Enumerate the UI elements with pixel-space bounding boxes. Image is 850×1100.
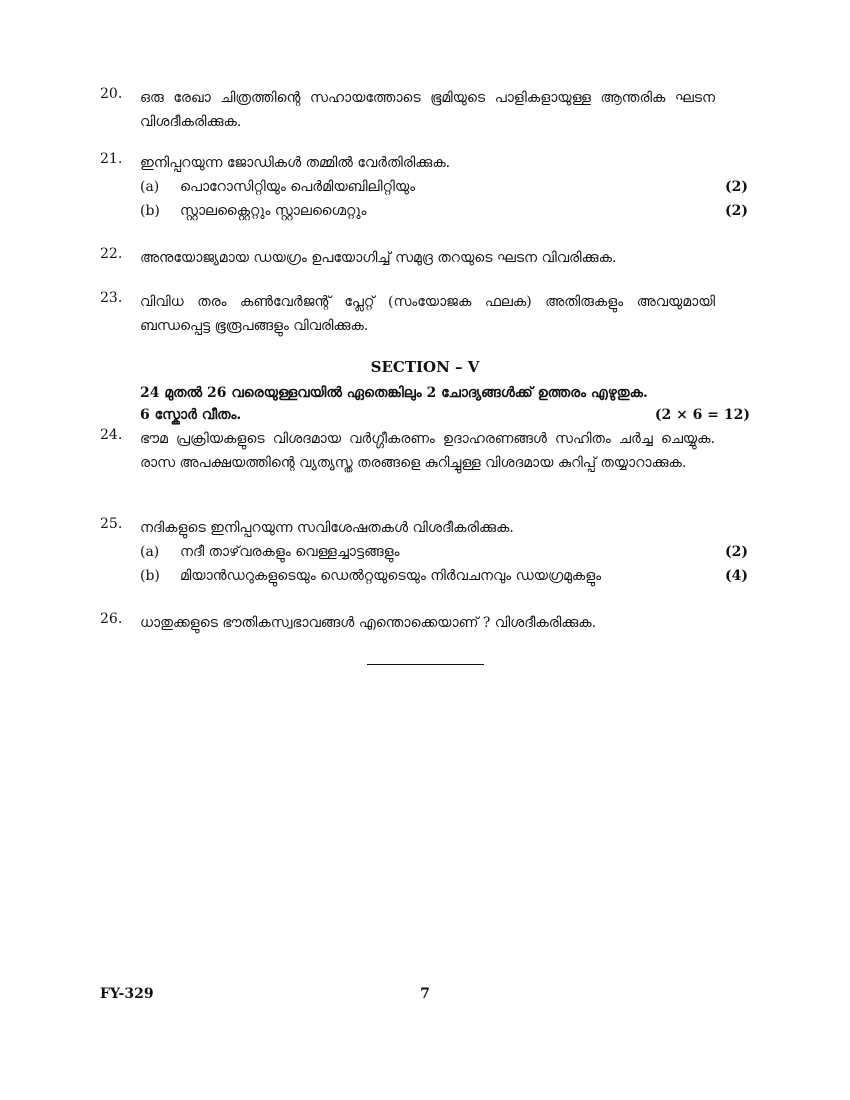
- question-number: 25.: [100, 516, 123, 532]
- sub-question-21a: [100, 175, 750, 199]
- question-number: 21.: [100, 151, 123, 167]
- sub-question-label: (a): [140, 544, 160, 560]
- question-23: [100, 290, 750, 338]
- sub-question-21b: [100, 199, 750, 223]
- question-number: 23.: [100, 290, 123, 306]
- sub-question-label: (b): [140, 203, 160, 219]
- sub-question-label: (a): [140, 179, 160, 195]
- question-22: [100, 246, 750, 270]
- question-text: ഒരു രേഖാ ചിത്രത്തിന്റെ സഹായത്തോടെ ഭൂമിയുടെ പാളികളായുള്ള ആന്തരിക ഘടന വിശദീകരിക്കുക.: [140, 90, 715, 130]
- sub-question-25a: [100, 540, 750, 564]
- question-24: [100, 427, 750, 475]
- question-text: വിവിധ തരം കൺവേർജന്റ് പ്ലേറ്റ് (സംയോജക ഫലക) അതിരുകളും അവയുമായി ബന്ധപ്പെട്ട ഭൂരൂപങ്ങളും വിവരിക്കുക.: [140, 294, 715, 334]
- sub-question-label: (b): [140, 568, 160, 584]
- sub-question-marks: (2): [725, 203, 748, 219]
- end-divider: [367, 664, 484, 665]
- section-marks: (2 × 6 = 12): [654, 407, 750, 423]
- paper-code: FY-329: [100, 986, 154, 1002]
- sub-question-marks: (2): [725, 179, 748, 195]
- question-text: അനുയോജ്യമായ ഡയഗ്രം ഉപയോഗിച്ച് സമുദ്ര തറയുടെ ഘടന വിവരിക്കുക.: [140, 250, 617, 266]
- sub-question-text: പൊറോസിറ്റിയും പെർമിയബിലിറ്റിയും: [180, 179, 416, 195]
- question-21: [100, 151, 750, 175]
- question-26: [100, 611, 750, 635]
- section-instructions: [140, 382, 750, 426]
- question-text: ഭൗമ പ്രക്രിയകളുടെ വിശദമായ വർഗ്ഗീകരണം ഉദാഹരണങ്ങൾ സഹിതം ചർച്ച ചെയ്യുക. രാസ അപക്ഷയത്തിന്റെ വ്യത്യസ്ത തരങ്ങളെ കുറിച്ചുള്ള വിശദമായ കുറിപ്പ് തയ്യാറാക്കുക.: [140, 431, 715, 471]
- sub-question-text: മിയാൻഡറുകളുടെയും ഡെൽറ്റയുടെയും നിർവചനവും ഡയഗ്രമുകളും: [180, 568, 602, 584]
- sub-question-marks: (2): [725, 544, 748, 560]
- question-number: 26.: [100, 611, 123, 627]
- question-text: ധാതുക്കളുടെ ഭൗതികസ്വഭാവങ്ങൾ എന്തൊക്കെയാണ് ? വിശദീകരിക്കുക.: [140, 615, 597, 631]
- question-25: [100, 516, 750, 540]
- instruction-line-1: 24 മുതൽ 26 വരെയുള്ളവയിൽ ഏതെങ്കിലും 2 ചോദ്യങ്ങൾക്ക് ഉത്തരം എഴുതുക.: [140, 385, 648, 401]
- question-number: 24.: [100, 427, 123, 443]
- question-text: ഇനിപ്പറയുന്ന ജോഡികൾ തമ്മിൽ വേർതിരിക്കുക.: [140, 155, 451, 171]
- instruction-line-2: 6 സ്കോർ വീതം.: [140, 407, 242, 423]
- question-20: [100, 86, 750, 134]
- page-number: 7: [420, 986, 430, 1002]
- section-title: SECTION – V: [370, 358, 480, 376]
- sub-question-text: നദീ താഴ്‌വരകളും വെള്ളച്ചാട്ടങ്ങളും: [180, 544, 400, 560]
- question-text: നദികളുടെ ഇനിപ്പറയുന്ന സവിശേഷതകൾ വിശദീകരിക്കുക.: [140, 520, 514, 536]
- question-number: 20.: [100, 86, 123, 102]
- sub-question-25b: [100, 564, 750, 588]
- sub-question-text: സ്റ്റാലക്റ്റൈറ്റും സ്റ്റാലഗ്മൈറ്റും: [180, 203, 367, 219]
- question-number: 22.: [100, 246, 123, 262]
- sub-question-marks: (4): [725, 568, 748, 584]
